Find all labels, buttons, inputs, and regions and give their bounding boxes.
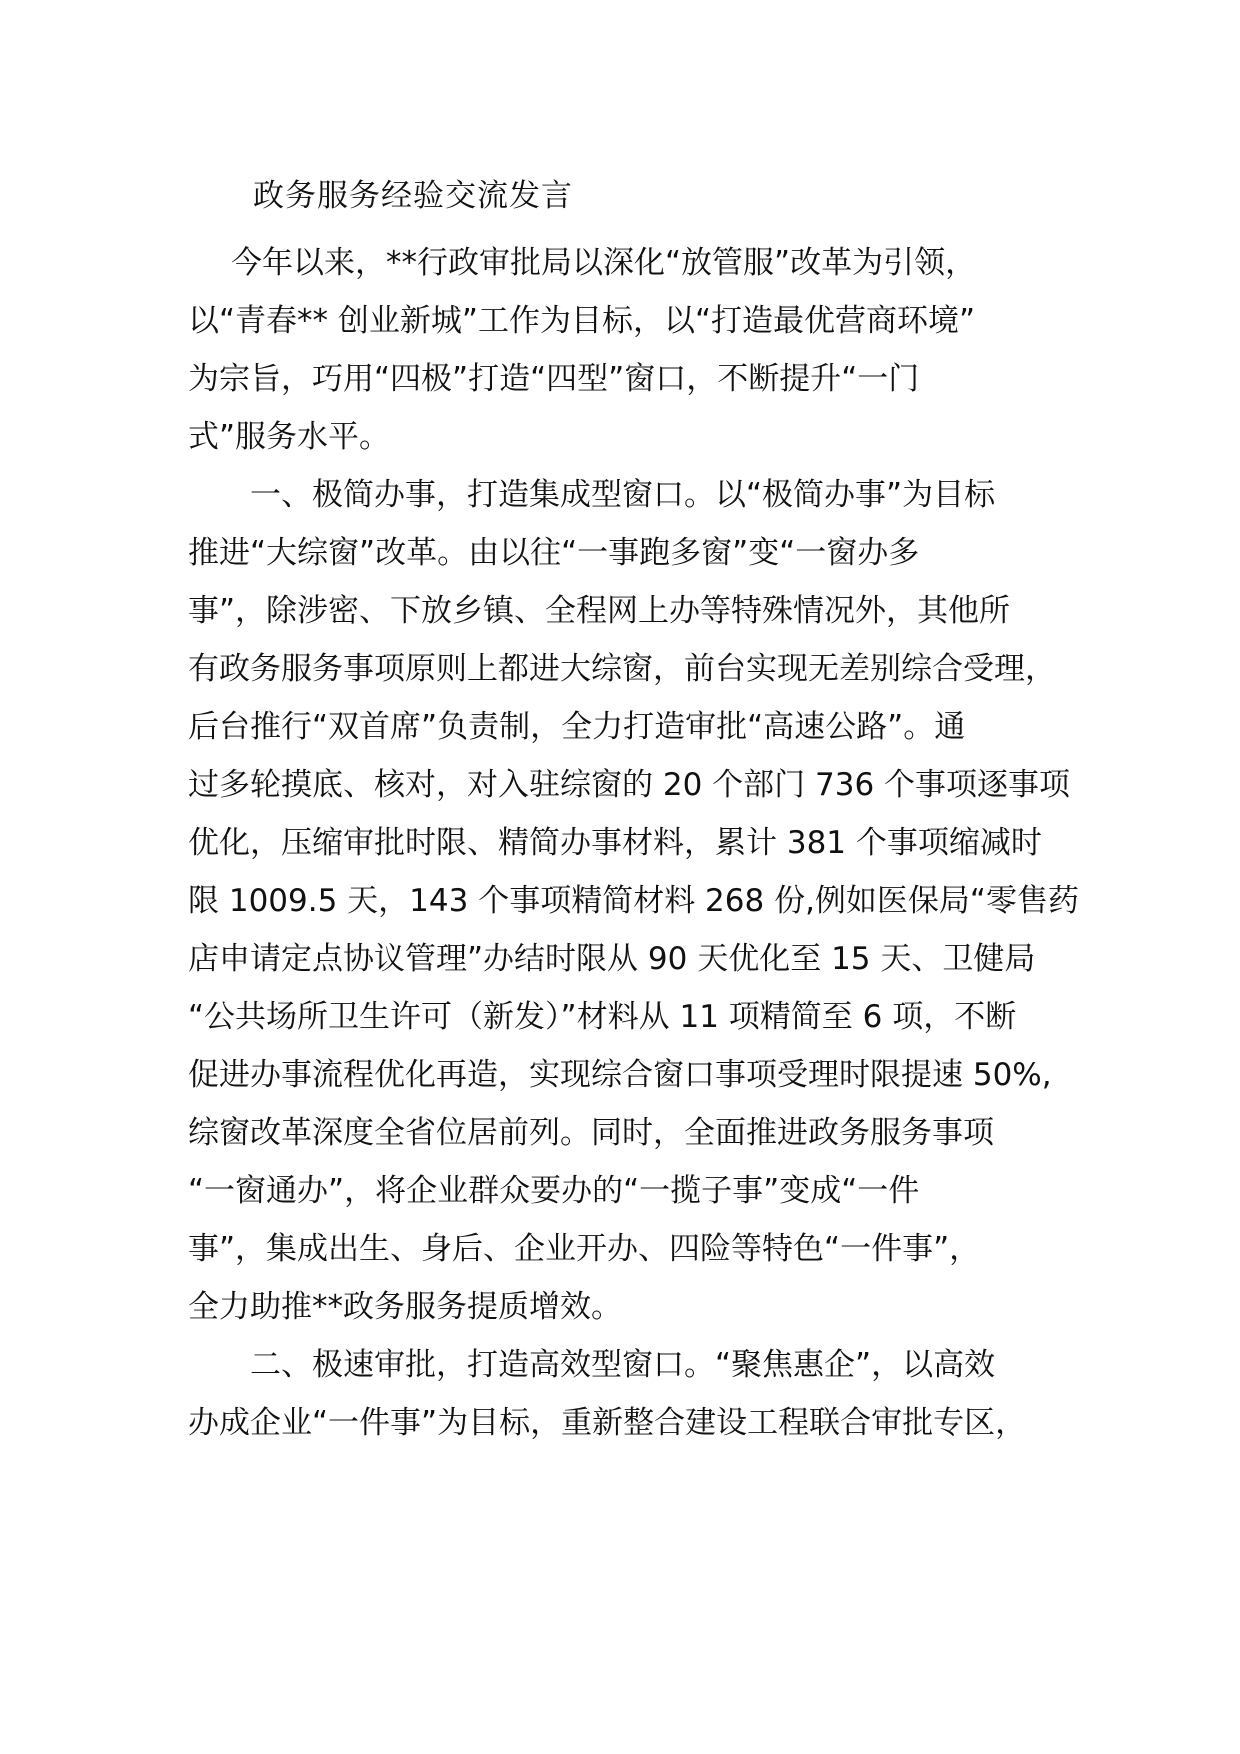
paragraph-2-line-3: 事”，除涉密、下放乡镇、全程网上办等特殊情况外，其他所 [188,593,1011,629]
paragraph-2-line-1: 一、极简办事，打造集成型窗口。以“极简办事”为目标 [250,477,996,513]
paragraph-1-line-2: 以“青春** 创业新城”工作为目标，以“打造最优营商环境” [188,303,976,339]
paragraph-2-line-15: 全力助推**政务服务提质增效。 [188,1289,622,1325]
paragraph-2-line-9: 店申请定点协议管理”办结时限从 90 天优化至 15 天、卫健局 [188,941,1036,977]
paragraph-2-line-11: 促进办事流程优化再造，实现综合窗口事项受理时限提速 50%, [188,1057,1052,1093]
paragraph-2-line-7: 优化，压缩审批时限、精简办事材料，累计 381 个事项缩减时 [188,825,1042,861]
paragraph-3-line-1: 二、极速审批，打造高效型窗口。“聚焦惠企”，以高效 [250,1347,996,1383]
paragraph-2-line-12: 综窗改革深度全省位居前列。同时，全面推进政务服务事项 [188,1115,994,1151]
paragraph-3-line-2: 办成企业“一件事”为目标，重新整合建设工程联合审批专区， [188,1405,1027,1441]
paragraph-2-line-8: 限 1009.5 天，143 个事项精简材料 268 份,例如医保局“零售药 [188,883,1079,919]
paragraph-2-line-6: 过多轮摸底、核对，对入驻综窗的 20 个部门 736 个事项逐事项 [188,767,1071,803]
paragraph-2-line-10: “公共场所卫生许可（新发）”材料从 11 项精简至 6 项，不断 [188,999,1017,1035]
paragraph-1-line-1: 今年以来，**行政审批局以深化“放管服”改革为引领， [231,245,977,281]
paragraph-2-line-14: 事”，集成出生、身后、企业开办、四险等特色“一件事”， [188,1231,981,1267]
paragraph-2-line-13: “一窗通办”，将企业群众要办的“一揽子事”变成“一件 [188,1173,920,1209]
paragraph-2-line-5: 后台推行“双首席”负责制，全力打造审批“高速公路”。通 [188,709,966,745]
paragraph-2-line-2: 推进“大综窗”改革。由以往“一事跑多窗”变“一窗办多 [188,535,920,571]
document-title: 政务服务经验交流发言 [253,178,573,214]
paragraph-2-line-4: 有政务服务事项原则上都进大综窗，前台实现无差别综合受理， [188,651,1056,687]
paragraph-1-line-3: 为宗旨，巧用“四极”打造“四型”窗口，不断提升“一门 [188,361,920,397]
paragraph-1-line-4: 式”服务水平。 [188,419,391,455]
